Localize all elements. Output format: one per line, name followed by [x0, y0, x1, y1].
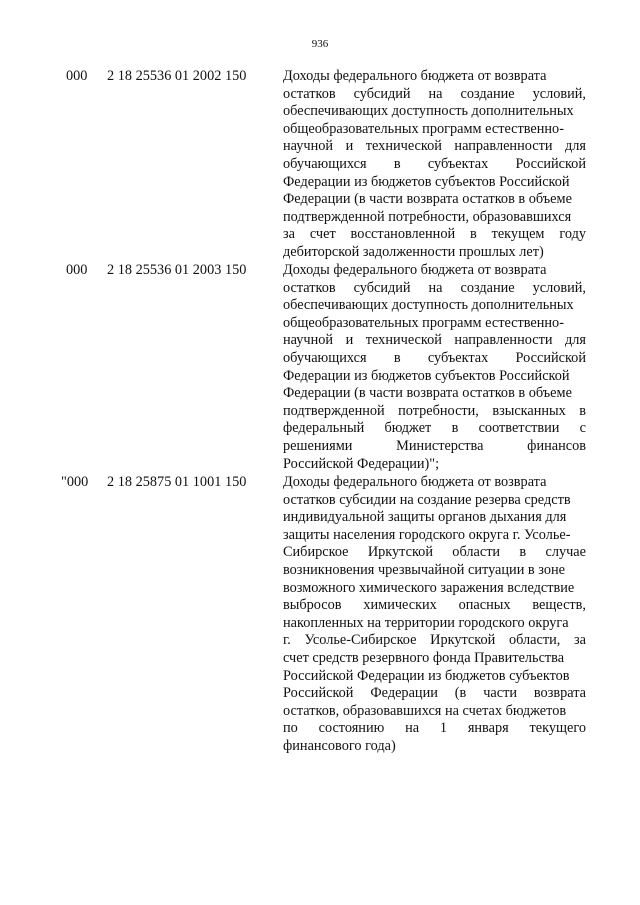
- description-line: остатков субсидий на создание условий,: [283, 279, 586, 296]
- description-line: Российской Федерации из бюджетов субъектов: [283, 667, 570, 684]
- description-line: Российской Федерации)";: [283, 455, 440, 472]
- description-line: обеспечивающих доступность дополнительных: [283, 103, 574, 120]
- income-description: [283, 474, 586, 756]
- description-line: научной и технической направленности для: [283, 332, 586, 349]
- description-line: по состоянию на 1 января текущего: [283, 720, 586, 737]
- description-line: решениями Министерства финансов: [283, 437, 586, 454]
- description-line: индивидуальной защиты органов дыхания для: [283, 509, 567, 526]
- budget-classification-code: 2 18 25536 01 2003 150: [107, 262, 247, 278]
- admin-code: "000: [61, 474, 89, 490]
- description-line: Доходы федерального бюджета от возврата: [283, 68, 547, 84]
- description-line: Доходы федерального бюджета от возврата: [283, 474, 547, 490]
- income-description: [283, 262, 586, 473]
- page-number: 936: [311, 38, 329, 50]
- budget-classification-code: 2 18 25536 01 2002 150: [107, 68, 247, 84]
- description-line: обучающихся в субъектах Российской: [283, 155, 586, 172]
- description-line: Российской Федерации (в части возврата: [283, 685, 586, 702]
- description-line: Федерации из бюджетов субъектов Российской: [283, 367, 570, 384]
- description-line: остатков субсидии на создание резерва средств: [283, 491, 571, 508]
- description-line: подтвержденной потребности, образовавшихся: [283, 208, 572, 225]
- description-line: выбросов химических опасных веществ,: [283, 597, 586, 614]
- description-line: защиты населения городского округа г. Усолье-: [283, 526, 571, 543]
- description-line: федеральный бюджет в соответствии с: [283, 420, 586, 437]
- description-line: Федерации из бюджетов субъектов Российской: [283, 173, 570, 190]
- admin-code: 000: [66, 68, 88, 84]
- description-line: научной и технической направленности для: [283, 138, 586, 155]
- description-line: г. Усолье-Сибирское Иркутской области, за: [283, 632, 586, 649]
- description-line: дебиторской задолженности прошлых лет): [283, 243, 544, 260]
- income-description: [283, 68, 586, 262]
- description-line: обучающихся в субъектах Российской: [283, 349, 586, 366]
- description-line: остатков, образовавшихся на счетах бюджетов: [283, 702, 567, 719]
- description-line: накопленных на территории городского округа: [283, 614, 569, 631]
- description-line: возможного химического заражения вследствие: [283, 579, 575, 596]
- budget-classification-code: 2 18 25875 01 1001 150: [107, 474, 247, 490]
- description-line: возникновения чрезвычайной ситуации в зоне: [283, 561, 565, 578]
- description-line: финансового года): [283, 737, 396, 754]
- description-line: счет средств резервного фонда Правительства: [283, 649, 565, 666]
- description-line: обеспечивающих доступность дополнительных: [283, 297, 574, 314]
- description-line: остатков субсидий на создание условий,: [283, 85, 586, 102]
- description-line: Сибирское Иркутской области в случае: [283, 544, 586, 561]
- admin-code: 000: [66, 262, 88, 278]
- description-line: общеобразовательных программ естественно-: [283, 120, 564, 137]
- description-line: Доходы федерального бюджета от возврата: [283, 262, 547, 278]
- description-line: Федерации (в части возврата остатков в объеме: [283, 385, 572, 402]
- description-line: за счет восстановленной в текущем году: [283, 226, 586, 243]
- description-line: общеобразовательных программ естественно-: [283, 314, 564, 331]
- description-line: Федерации (в части возврата остатков в объеме: [283, 191, 572, 208]
- description-line: подтвержденной потребности, взысканных в: [283, 402, 586, 419]
